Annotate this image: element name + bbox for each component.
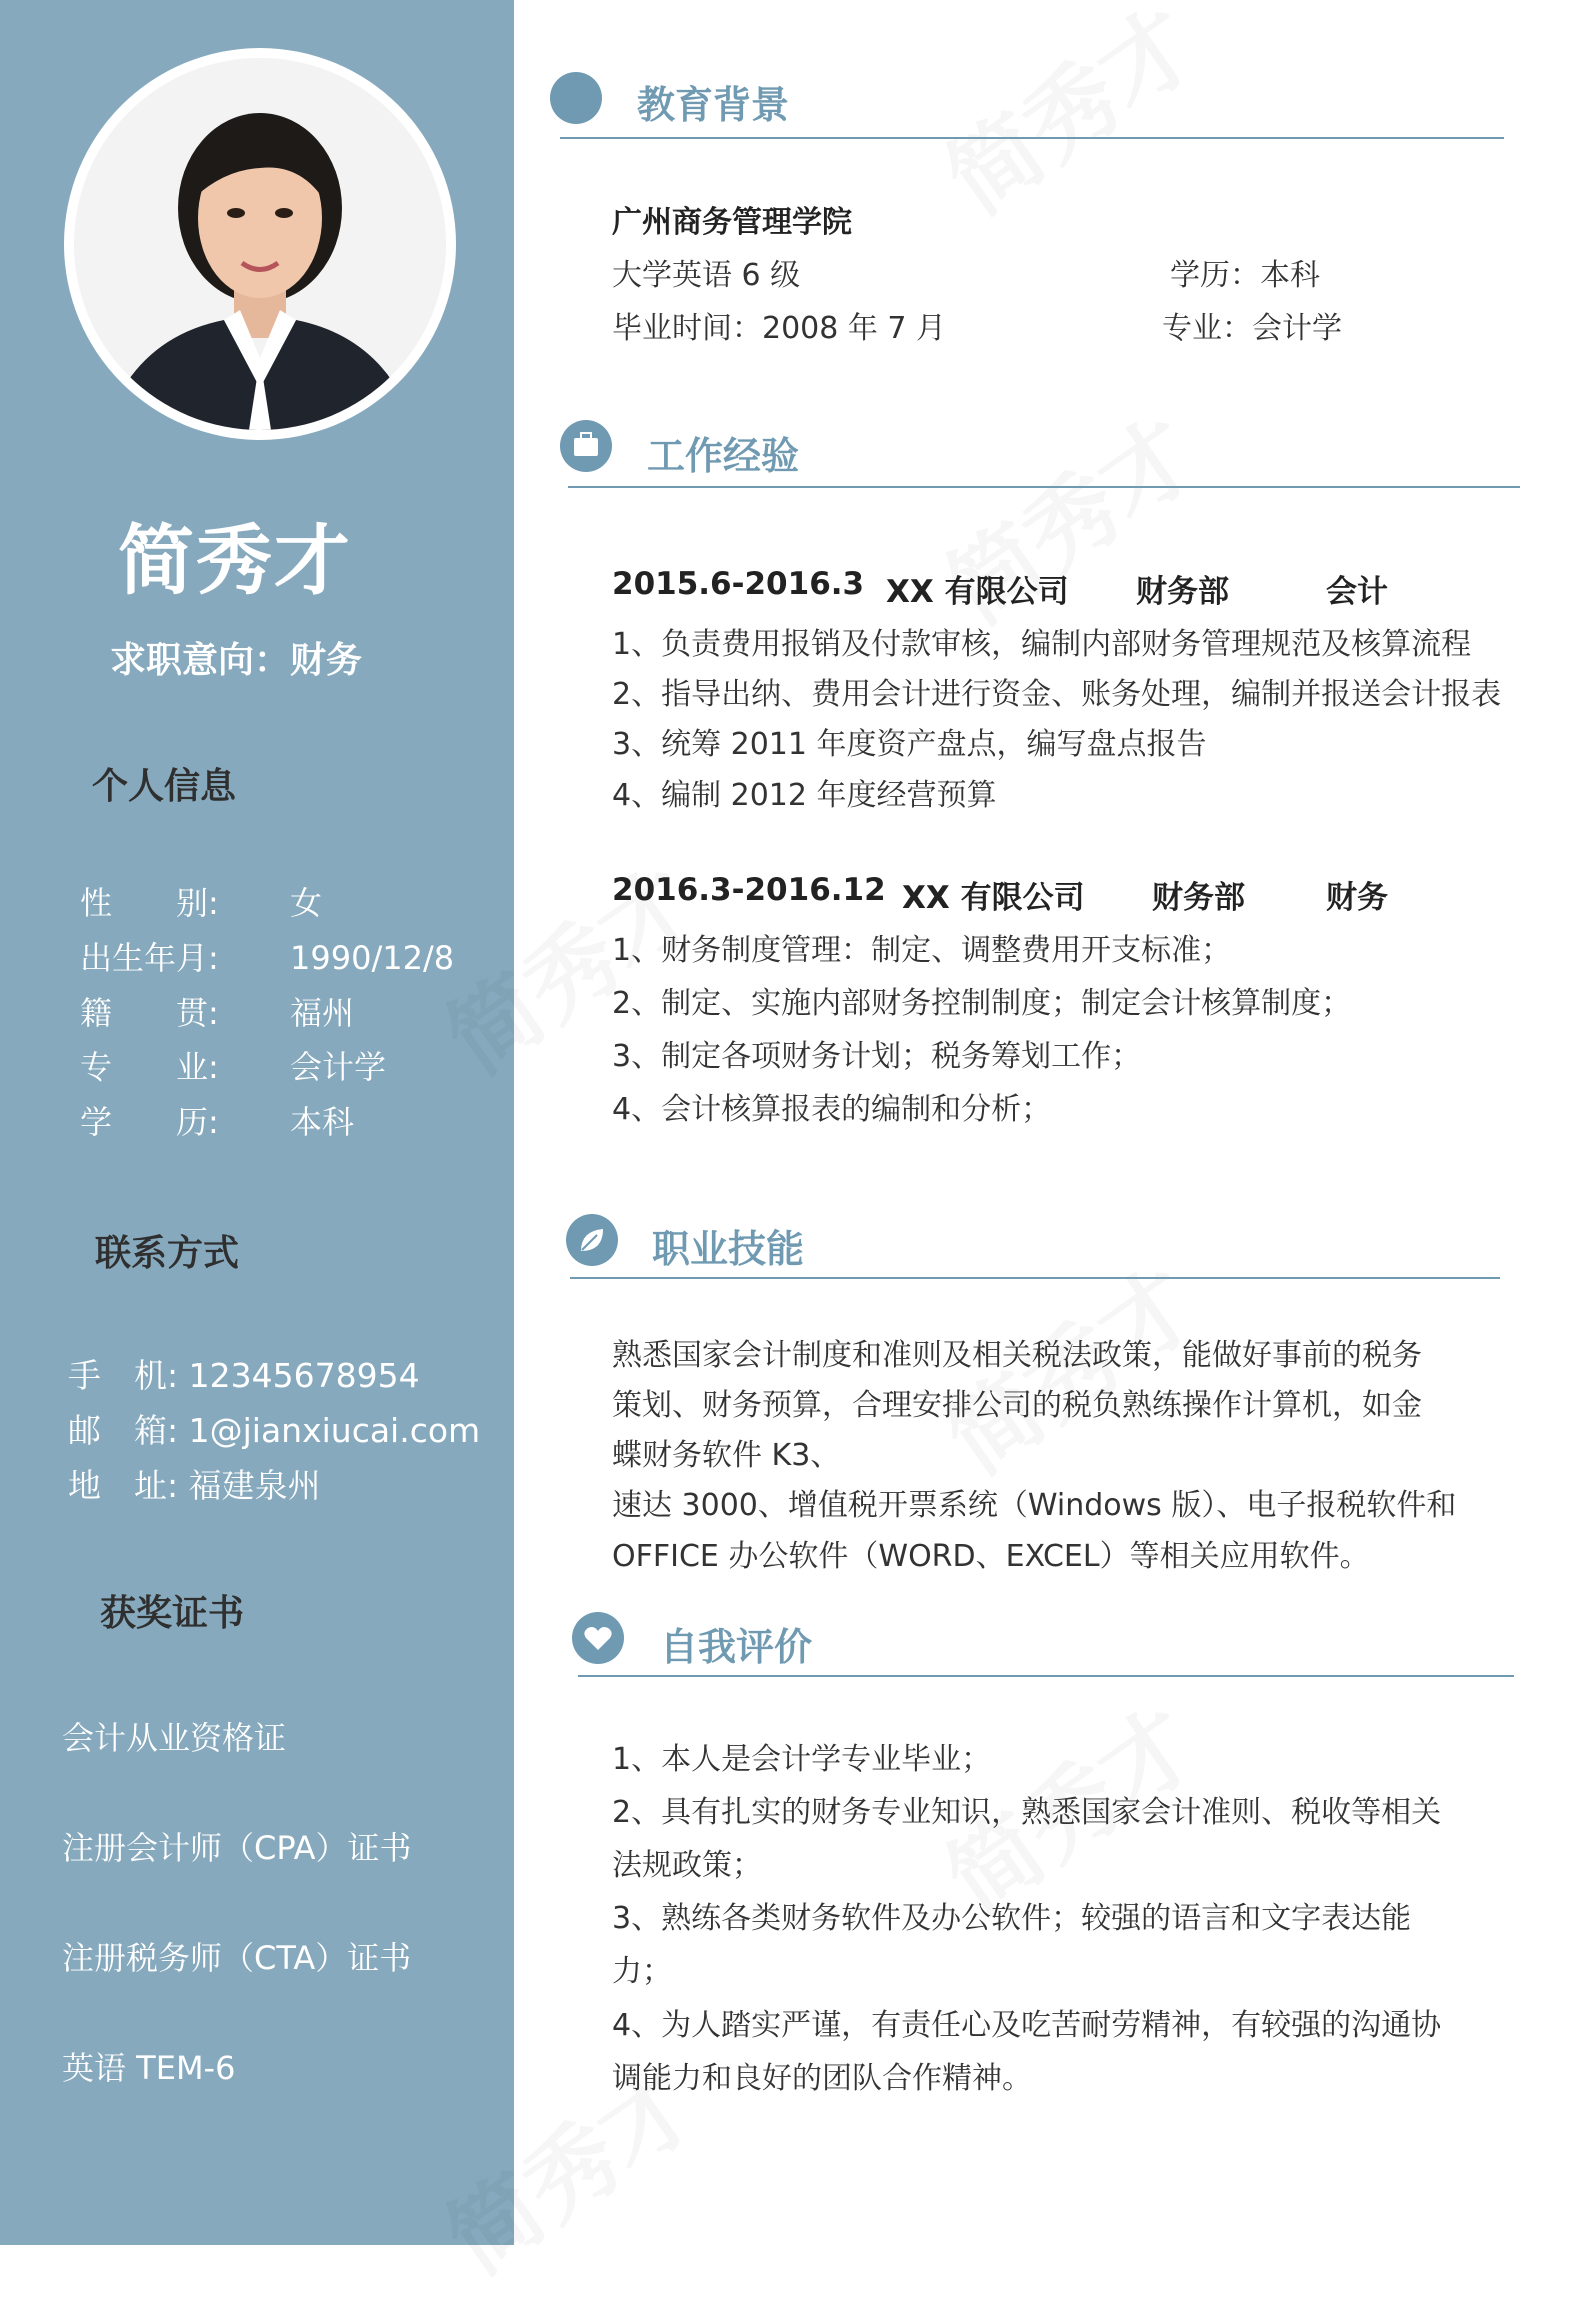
english-level: 大学英语 6 级: [612, 258, 801, 293]
work-title: 工作经验: [647, 434, 800, 478]
job-period: 2016.3-2016.12: [612, 872, 886, 908]
section-divider: [578, 1675, 1514, 1677]
self-eval-line: 1、本人是会计学专业毕业；: [612, 1742, 992, 1777]
education-title: 教育背景: [637, 83, 790, 127]
degree: 学历：本科: [1170, 258, 1320, 293]
leaf-icon: [566, 1214, 618, 1266]
skills-line: 速达 3000、增值税开票系统（Windows 版）、电子报税软件和: [612, 1488, 1457, 1523]
job-header: [612, 872, 1512, 916]
info-row-hometown: 籍 贯: 福州: [80, 994, 355, 1032]
section-divider: [570, 1277, 1500, 1279]
contact-address: 地 址: 福建泉州: [68, 1466, 321, 1505]
sidebar: [0, 0, 514, 2245]
job-duty: 1、负责费用报销及付款审核，编制内部财务管理规范及核算流程: [612, 627, 1472, 662]
skills-line: 蝶财务软件 K3、: [612, 1438, 841, 1473]
skills-line: 策划、财务预算，合理安排公司的税负熟练操作计算机，如金: [612, 1388, 1422, 1423]
job-dept: 财务部: [1136, 574, 1229, 610]
candidate-name: 简秀才: [118, 516, 352, 605]
major: 专业：会计学: [1162, 311, 1342, 346]
contact-email: 邮 箱: 1@jianxiucai.com: [68, 1411, 481, 1450]
personal-info-title: 个人信息: [92, 766, 237, 807]
certificate-item: 会计从业资格证: [62, 1719, 287, 1757]
skills-title: 职业技能: [652, 1227, 805, 1271]
info-row-education: 学 历: 本科: [80, 1103, 355, 1141]
self-eval-line: 2、具有扎实的财务专业知识，熟悉国家会计准则、税收等相关: [612, 1795, 1442, 1830]
graduation-date: 毕业时间：2008 年 7 月: [612, 311, 947, 346]
job-duty: 2、制定、实施内部财务控制制度；制定会计核算制度；: [612, 986, 1352, 1021]
job-role: 会计: [1326, 574, 1388, 610]
certificate-item: 注册税务师（CTA）证书: [62, 1939, 412, 1977]
section-divider: [560, 137, 1504, 139]
job-company: XX 有限公司: [886, 574, 1069, 610]
section-divider: [568, 486, 1520, 488]
certificate-item: 英语 TEM-6: [62, 2049, 236, 2087]
job-company: XX 有限公司: [902, 880, 1085, 916]
job-period: 2015.6-2016.3: [612, 566, 865, 602]
self-eval-line: 3、熟练各类财务软件及办公软件；较强的语言和文字表达能: [612, 1901, 1412, 1936]
self-eval-line: 法规政策；: [612, 1848, 762, 1883]
job-header: [612, 566, 1512, 610]
job-dept: 财务部: [1152, 880, 1245, 916]
self-eval-line: 4、为人踏实严谨，有责任心及吃苦耐劳精神，有较强的沟通协: [612, 2008, 1442, 2043]
self-eval-line: 力；: [612, 1954, 672, 1989]
job-duty: 3、制定各项财务计划；税务筹划工作；: [612, 1039, 1142, 1074]
self-eval-title: 自我评价: [660, 1625, 813, 1669]
heart-icon: [572, 1612, 624, 1664]
job-duty: 1、财务制度管理：制定、调整费用开支标准；: [612, 933, 1232, 968]
watermark: [917, 0, 1219, 239]
job-duty: 4、会计核算报表的编制和分析；: [612, 1092, 1052, 1127]
contact-title: 联系方式: [95, 1233, 240, 1274]
job-intent: 求职意向：财务: [110, 640, 363, 681]
job-duty: 3、统筹 2011 年度资产盘点，编写盘点报告: [612, 727, 1207, 762]
avatar-portrait-image: [74, 58, 446, 430]
education-icon: [550, 72, 602, 124]
briefcase-icon: [560, 420, 612, 472]
avatar: [74, 58, 446, 430]
info-row-gender: 性 别: 女: [80, 884, 323, 922]
skills-line: OFFICE 办公软件（WORD、EXCEL）等相关应用软件。: [612, 1539, 1370, 1574]
certificates-title: 获奖证书: [100, 1593, 245, 1634]
info-row-major: 专 业: 会计学: [80, 1048, 387, 1086]
avatar-frame: [64, 48, 456, 440]
certificate-item: 注册会计师（CPA）证书: [62, 1829, 412, 1867]
job-role: 财务: [1326, 880, 1388, 916]
self-eval-line: 调能力和良好的团队合作精神。: [612, 2061, 1032, 2096]
job-duty: 2、指导出纳、费用会计进行资金、账务处理，编制并报送会计报表: [612, 677, 1502, 712]
skills-line: 熟悉国家会计制度和准则及相关税法政策，能做好事前的税务: [612, 1338, 1422, 1373]
contact-phone: 手 机: 12345678954: [68, 1356, 420, 1395]
info-row-birth: 出生年月: 1990/12/8: [80, 939, 455, 977]
job-duty: 4、编制 2012 年度经营预算: [612, 778, 997, 813]
school-name: 广州商务管理学院: [612, 205, 852, 240]
